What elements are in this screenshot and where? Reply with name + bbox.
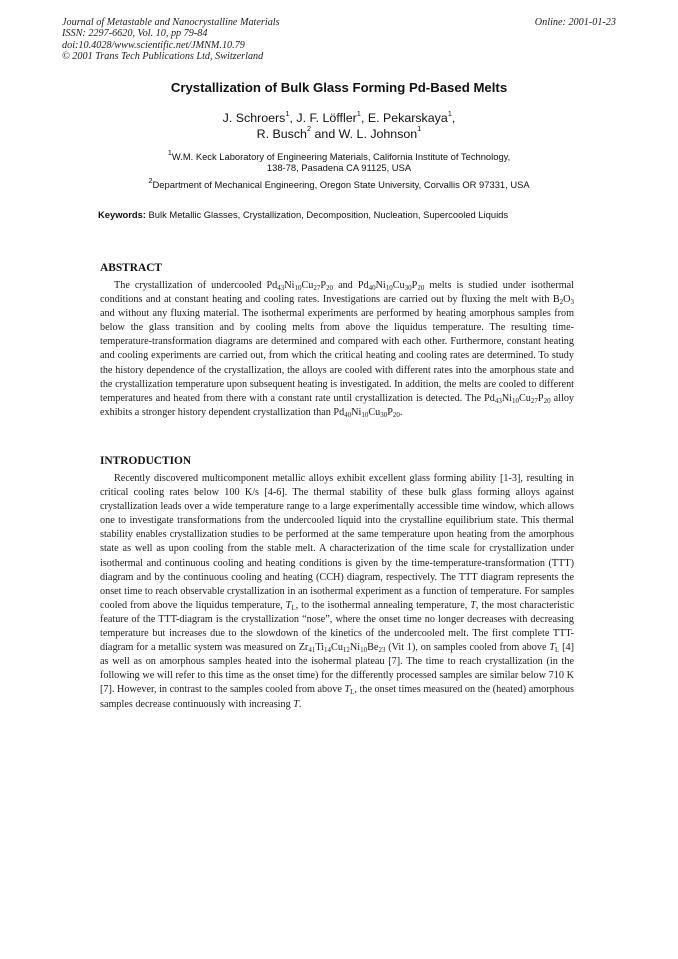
author-separator: , bbox=[451, 111, 456, 125]
affiliation-text: Department of Mechanical Engineering, Oregon State University, Corvallis OR 97331, USA bbox=[152, 179, 530, 190]
author-name: J. Schroers bbox=[222, 111, 286, 125]
abstract-body: The crystallization of undercooled $Pd_{43}Ni_{10}Cu_{27}P_{20}$ and $Pd_{40}Ni_{10}Cu_{30}P_{20}$ melts is studied under isothermal conditions and at constant heating and cooling rates. Investigations are carried out by fluxing the melt with $B_2O_3$ and without any fluxing material. The isothermal experiments are performed by heating amorphous samples from below the glass transition and by cooling melts from above the liquidus temperature. The resulting time-temperature-transformation diagrams are determined and compared with each other. Furthermore, constant heating and cooling experiments are carried out, from which the critical heating and cooling rates are determined. To study the history dependence of the crystallization, the alloys are cooled with different rates into the amorphous state and the crystallization temperature upon subsequent heating is investigated. In addition, the melts are cooled to different temperatures and heated from there with a constant rate until crystallization is detected. The $Pd_{43}Ni_{10}Cu_{27}P_{20}$ alloy exhibits a stronger history dependent crystallization than $Pd_{40}Ni_{10}Cu_{30}P_{20}$. bbox=[100, 280, 575, 419]
journal-name: Journal of Metastable and Nanocrystalline Materials bbox=[62, 17, 280, 28]
keywords-text: Bulk Metallic Glasses, Crystallization, Decomposition, Nucleation, Supercooled Liquids bbox=[145, 209, 509, 220]
author-line-1 bbox=[0, 108, 678, 127]
doi-line: doi:10.4028/www.scientific.net/JMNM.10.79 bbox=[62, 39, 245, 51]
affiliation-mark: 1 bbox=[356, 108, 361, 118]
abstract-heading: ABSTRACT bbox=[100, 262, 163, 274]
keywords bbox=[98, 209, 598, 220]
online-date: Online: 2001-01-23 bbox=[534, 17, 616, 28]
author-name: R. Busch bbox=[256, 126, 307, 141]
author-list bbox=[0, 108, 678, 142]
affiliation-mark: 1 bbox=[417, 124, 422, 134]
author-name: , E. Pekarskaya bbox=[360, 111, 448, 125]
introduction-body: Recently discovered multicomponent metallic alloys exhibit excellent glass forming ability [1-3], resulting in critical cooling rates below 100 K/s [4-6]. The thermal stability of these bulk glass forming alloys against crystallization leads over a wide temperature range to a large experimentally accessible time window, which allows one to investigate transformations from the undercooled liquid into the crystalline equilibrium state. This thermal stability enables crystallization studies to be performed at the same temperature upon heating from the amorphous state as well as upon cooling from the stable melt. A characterization of the time scale for crystallization under isothermal and continuous cooling and heating conditions is given by the time-temperature-transformation (TTT) diagram and by the continuous cooling and heating (CCH) diagram, respectively. The TTT diagram represents the onset time to reach observable crystallization in an isothermal experiment as a function of temperature. For samples cooled from above the liquidus temperature, $T_L$, to the isothermal annealing temperature, T, the most characteristic feature of the TTT-diagram is the crystallization “nose”, where the onset time no longer decreases with decreasing temperature but increases due to the slowdown of the kinetics of the undercooled melt. The first complete TTT-diagram for a metallic system was measured on $Zr_{41}Ti_{14}Cu_{12}Ni_{10}Be_{23}$ (Vit 1), on samples cooled from above $T_L$ [4] as well as on amorphous samples heated into the isohermal plateau [7]. The time to reach crystallization (in the following we will refer to this time as the onset time) for the differently processed samples are similar below 710 K [7]. However, in contrast to the samples cooled from above $T_L$, the onset times measured on the (heated) amorphous samples decrease continuously with increasing T. bbox=[100, 473, 574, 710]
affiliation-address: 138-78, Pasadena CA 91125, USA bbox=[266, 162, 412, 174]
author-name: , J. F. Löffler bbox=[289, 111, 357, 125]
journal-header bbox=[62, 17, 280, 63]
keywords-label: Keywords: bbox=[98, 209, 146, 220]
author-name: and W. L. Johnson bbox=[311, 126, 418, 141]
affiliation-2 bbox=[0, 175, 678, 190]
affiliation-text: W.M. Keck Laboratory of Engineering Materials, California Institute of Technology, bbox=[171, 151, 511, 162]
introduction-heading: INTRODUCTION bbox=[100, 455, 192, 467]
affiliation-mark: 2 bbox=[306, 124, 312, 134]
affiliation-1 bbox=[0, 147, 678, 174]
affiliation-mark: 1 bbox=[285, 108, 290, 118]
copyright-line: © 2001 Trans Tech Publications Ltd, Switzerland bbox=[62, 51, 264, 63]
issn-line: ISSN: 2297-6620, Vol. 10, pp 79-84 bbox=[62, 28, 208, 40]
affiliation-number: 1 bbox=[167, 147, 172, 157]
affiliation-number: 2 bbox=[148, 175, 153, 185]
paper-title: Crystallization of Bulk Glass Forming Pd-Based Melts bbox=[170, 80, 508, 95]
author-line-2 bbox=[0, 124, 678, 143]
affiliation-mark: 1 bbox=[447, 108, 452, 118]
